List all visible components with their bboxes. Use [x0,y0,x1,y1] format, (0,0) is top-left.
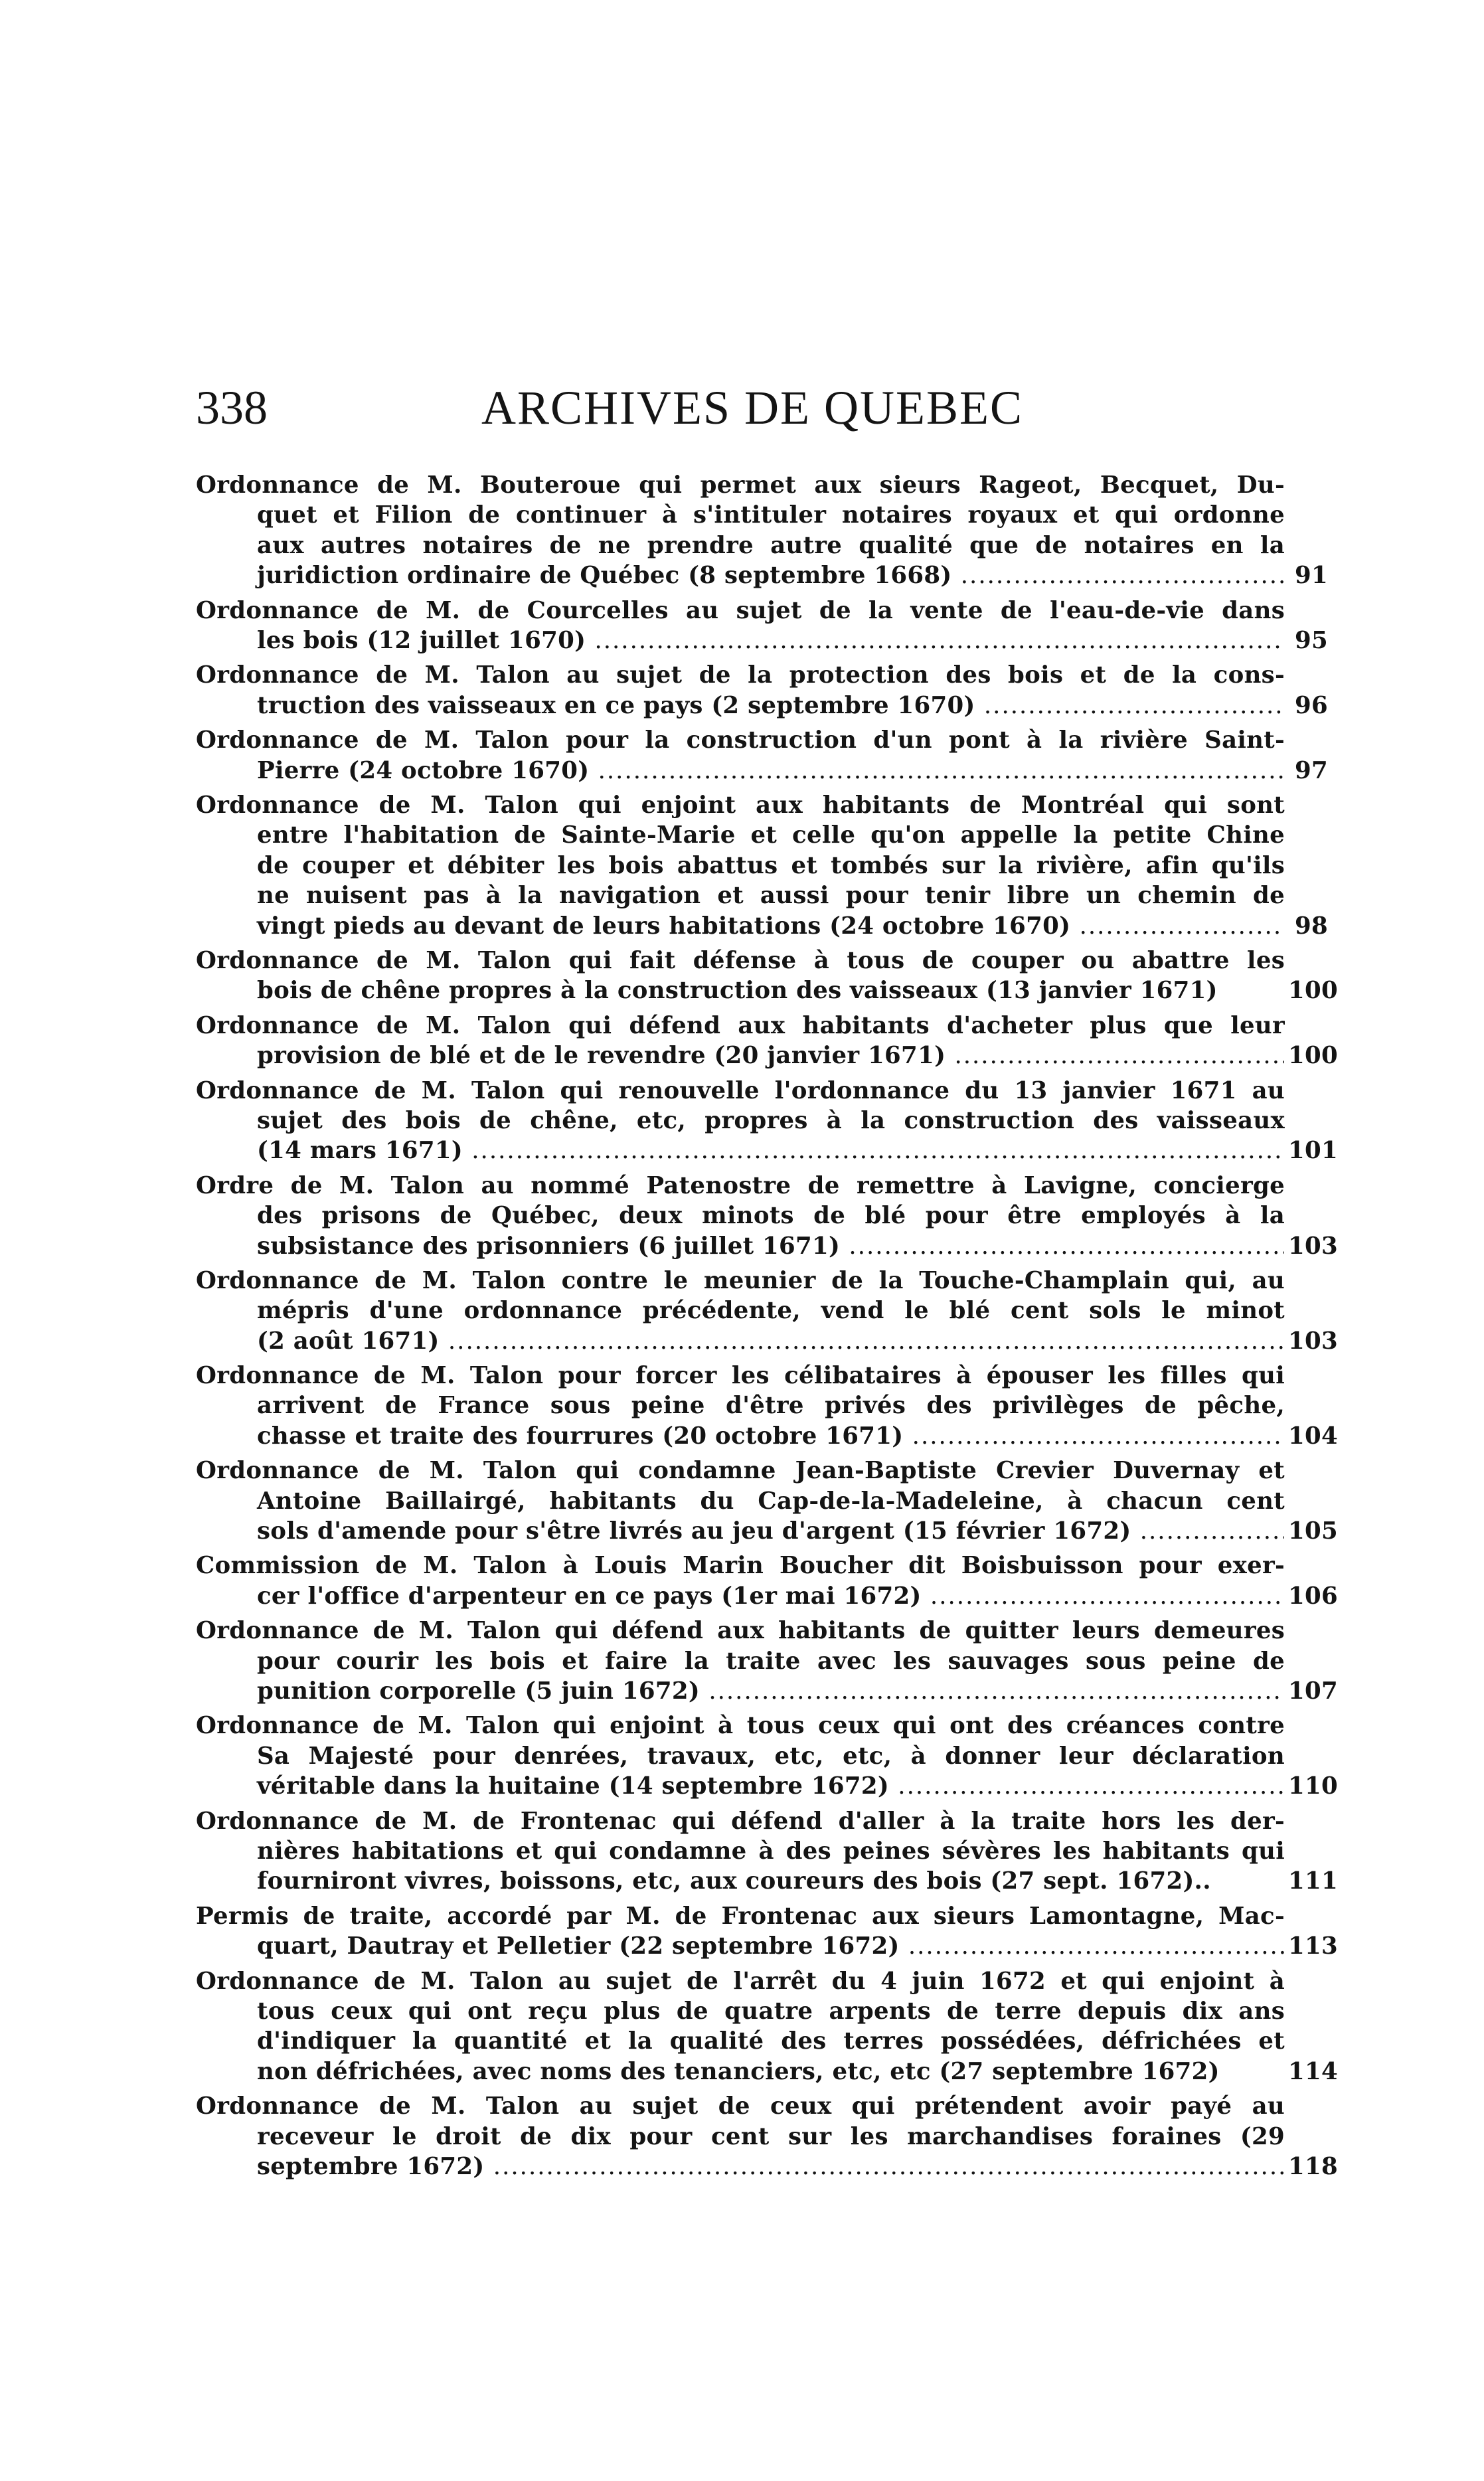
toc-entry-text: sujet des bois de chêne, etc, propres à la construction des vaisseaux [257,1106,1285,1134]
toc-entry [196,1361,1339,1451]
toc-entry-text: punition corporelle (5 juin 1672) ..... [257,1677,1285,1705]
running-header [196,381,1295,434]
toc-entry-last-line [196,1231,1285,1261]
toc-entry-last-line [196,691,1285,721]
toc-entry-text: Commission de M. Talon à Louis Marin Boucher dit Boisbuisson pour exer- [196,1552,1285,1580]
toc-entry-text: Ordonnance de M. Talon au sujet de ceux qui prétendent avoir payé au [196,2093,1285,2120]
toc-entry-line [196,1201,1285,1231]
toc-entry [196,596,1328,656]
toc-entry-page-number: 97 [1284,756,1328,786]
toc-entry [196,1266,1339,1356]
toc-entry-line [196,1836,1285,1866]
toc-entry-last-line [196,1931,1285,1961]
toc-entry-page-number: 103 [1284,1326,1328,1356]
toc-entry-last-line [196,2152,1285,2182]
toc-entry-line [196,1806,1285,1836]
toc-entry-text: Permis de traite, accordé par M. de Frontenac aux sieurs Lamontagne, Mac- [196,1902,1285,1930]
toc-entry-text: truction des vaisseaux en ce pays (2 septembre 1670) ..... [257,692,1285,719]
toc-entry-line [196,946,1285,976]
toc-entry-page-number: 107 [1284,1676,1328,1706]
toc-entry-text: Ordonnance de M. Talon qui renouvelle l'ordonnance du 13 janvier 1671 au [196,1076,1285,1104]
toc-entry-last-line [196,626,1285,655]
toc-entry-text: Antoine Baillairgé, habitants du Cap-de-la-Madeleine, à chacun cent [257,1487,1285,1515]
toc-entry-line [196,1966,1285,1996]
toc-entry-line [196,1616,1285,1646]
toc-entry-text: arrivent de France sous peine d'être privés des privilèges de pêche, [257,1392,1285,1420]
toc-entry-last-line [196,1136,1285,1165]
toc-entry-page-number: 105 [1284,1516,1328,1546]
toc-entry-line [196,1711,1285,1741]
toc-entry-line [196,1741,1285,1771]
toc-entry-last-line [196,1866,1285,1896]
toc-entry-page-number: 100 [1284,976,1328,1005]
toc-entry-text: Ordonnance de M. Talon au sujet de l'arrêt du 4 juin 1672 et qui enjoint à [196,1967,1285,1995]
toc-entry-text: Ordonnance de M. Talon pour la construction d'un pont à la rivière Saint- [196,727,1285,754]
toc-entry-page-number: 98 [1284,911,1328,941]
toc-entry-text: sols d'amende pour s'être livrés au jeu d'argent (15 février 1672) ..... [257,1517,1285,1545]
toc-entry-line [196,725,1285,755]
toc-entry-text: juridiction ordinaire de Québec (8 septembre 1668) ..... [257,562,1285,589]
toc-entry-text: tous ceux qui ont reçu plus de quatre arpents de terre depuis dix ans [257,1998,1285,2025]
toc-entry-text: (2 août 1671) ..... [257,1327,1285,1355]
toc-entry [196,1901,1339,1962]
toc-entry-text: bois de chêne propres à la construction des vaisseaux (13 janvier 1671) [257,977,1218,1005]
toc-entry [196,790,1328,941]
toc-entry-text: non défrichées, avec noms des tenanciers, etc, etc (27 septembre 1672) [257,2057,1220,2085]
toc-entry-text: aux autres notaires de ne prendre autre qualité que de notaires en la [257,531,1285,559]
toc-entry-line [196,1456,1285,1486]
toc-entry-text: véritable dans la huitaine (14 septembre 1672) ..... [257,1772,1285,1800]
toc-entry-line [196,1106,1285,1136]
toc-entry-text: mépris d'une ordonnance précédente, vend le blé cent sols le minot [257,1297,1285,1325]
table-of-contents [196,470,1339,2182]
toc-entry [196,946,1339,1006]
toc-entry-text: les bois (12 juillet 1670) ..... [257,627,1285,654]
toc-entry-page-number: 95 [1284,626,1328,655]
toc-entry-text: entre l'habitation de Sainte-Marie et celle qu'on appelle la petite Chine [257,821,1285,849]
toc-entry-line [196,1011,1285,1041]
toc-entry-line [196,1551,1285,1581]
toc-entry-line [196,1486,1285,1516]
toc-entry-text: Ordre de M. Talon au nommé Patenostre de remettre à Lavigne, concierge [196,1171,1285,1199]
toc-entry-last-line [196,2057,1285,2087]
toc-entry-text: nières habitations et qui condamne à des peines sévères les habitants qui [257,1838,1285,1865]
toc-entry-page-number: 101 [1284,1136,1328,1165]
toc-entry-text: Ordonnance de M. Talon au sujet de la protection des bois et de la cons- [196,661,1285,689]
toc-entry-last-line [196,756,1285,786]
toc-entry-text: Ordonnance de M. de Frontenac qui défend d'aller à la traite hors les der- [196,1807,1285,1835]
toc-entry-last-line [196,1676,1285,1706]
toc-entry-line [196,851,1285,881]
toc-entry-last-line [196,911,1285,941]
toc-entry-text: ne nuisent pas à la navigation et aussi pour tenir libre un chemin de [257,882,1285,910]
toc-entry-text: pour courir les bois et faire la traite avec les sauvages sous peine de [257,1647,1285,1675]
toc-entry [196,1456,1339,1546]
toc-entry-text: Ordonnance de M. Talon qui condamne Jean-Baptiste Crevier Duvernay et [196,1457,1285,1485]
toc-entry-text: de couper et débiter les bois abattus et tombés sur la rivière, afin qu'ils [257,851,1285,879]
toc-entry-last-line [196,1516,1285,1546]
toc-entry [196,1966,1339,2087]
toc-entry-last-line [196,560,1285,590]
toc-entry-text: quet et Filion de continuer à s'intituler notaires royaux et qui ordonne [257,501,1285,529]
toc-entry-text: Ordonnance de M. Talon qui fait défense à tous de couper ou abattre les [196,946,1285,974]
toc-entry-line [196,881,1285,910]
toc-entry-page-number: 111 [1284,1866,1328,1896]
toc-entry [196,470,1328,591]
toc-entry-page-number: 104 [1284,1421,1328,1451]
toc-entry-line [196,1076,1285,1106]
toc-entry-last-line [196,1326,1285,1356]
toc-entry [196,1616,1339,1706]
toc-entry-page-number: 100 [1284,1041,1328,1070]
toc-entry-text: des prisons de Québec, deux minots de blé pour être employés à la [257,1202,1285,1230]
toc-entry-text: Ordonnance de M. Talon qui défend aux habitants d'acheter plus que leur [196,1011,1285,1039]
toc-entry-page-number: 96 [1284,691,1328,721]
running-title: ARCHIVES DE QUEBEC [481,381,1024,434]
toc-entry-line [196,790,1285,820]
toc-entry-page-number: 113 [1284,1931,1328,1961]
toc-entry-text: Ordonnance de M. Bouteroue qui permet aux sieurs Rageot, Becquet, Du- [196,471,1285,499]
toc-entry-text: chasse et traite des fourrures (20 octobre 1671) ..... [257,1422,1285,1450]
toc-entry-line [196,1266,1285,1296]
toc-entry [196,1806,1339,1897]
toc-entry-line [196,470,1285,500]
toc-entry [196,1551,1339,1611]
toc-entry-text: Ordonnance de M. Talon pour forcer les célibataires à épouser les filles qui [196,1362,1285,1390]
toc-entry-line [196,2026,1285,2056]
toc-entry [196,1011,1339,1071]
toc-entry-line [196,820,1285,850]
toc-entry-page-number: 118 [1284,2152,1328,2182]
toc-entry-text: quart, Dautray et Pelletier (22 septembre 1672) ..... [257,1932,1285,1960]
toc-entry-page-number: 114 [1284,2057,1328,2087]
toc-entry-last-line [196,1041,1285,1070]
toc-entry-last-line [196,976,1285,1005]
toc-entry-text: receveur le droit de dix pour cent sur les marchandises foraines (29 [257,2122,1285,2150]
toc-entry-text: Ordonnance de M. Talon qui défend aux habitants de quitter leurs demeures [196,1617,1285,1645]
toc-entry [196,725,1328,786]
toc-entry-text: d'indiquer la quantité et la qualité des terres possédées, défrichées et [257,2027,1285,2055]
toc-entry-text: Ordonnance de M. Talon contre le meunier de la Touche-Champlain qui, au [196,1266,1285,1294]
toc-entry [196,2091,1339,2182]
toc-entry-text: Ordonnance de M. de Courcelles au sujet de la vente de l'eau-de-vie dans [196,596,1285,624]
toc-entry-text: Pierre (24 octobre 1670) ..... [257,757,1285,784]
toc-entry-line [196,660,1285,690]
toc-entry [196,1711,1339,1801]
toc-entry [196,660,1328,721]
toc-entry-text: provision de blé et de le revendre (20 janvier 1671) ..... [257,1042,1285,1069]
toc-entry-line [196,1901,1285,1931]
toc-entry-line [196,2091,1285,2121]
toc-entry-line [196,500,1285,530]
toc-entry-text: Sa Majesté pour denrées, travaux, etc, etc, à donner leur déclaration [257,1742,1285,1770]
toc-entry [196,1076,1339,1166]
toc-entry-line [196,1296,1285,1326]
toc-entry-text: (14 mars 1671) ..... [257,1137,1285,1164]
toc-entry-page-number: 91 [1284,560,1328,590]
toc-entry-last-line [196,1581,1285,1611]
toc-entry-text: septembre 1672) ..... [257,2153,1285,2180]
toc-entry-text: subsistance des prisonniers (6 juillet 1671) ..... [257,1233,1285,1260]
toc-entry [196,1171,1339,1261]
toc-entry-text: cer l'office d'arpenteur en ce pays (1er mai 1672) ..... [257,1583,1285,1610]
toc-entry-line [196,2122,1285,2152]
toc-entry-line [196,596,1285,626]
toc-entry-page-number: 106 [1284,1581,1328,1611]
toc-entry-text: vingt pieds au devant de leurs habitations (24 octobre 1670) ..... [257,912,1285,940]
page-number: 338 [196,381,268,434]
toc-entry-page-number: 103 [1284,1231,1328,1261]
toc-entry-last-line [196,1771,1285,1801]
toc-entry-line [196,531,1285,560]
toc-entry-line [196,1361,1285,1391]
toc-entry-line [196,1646,1285,1676]
toc-entry-line [196,1996,1285,2026]
toc-entry-text: fourniront vivres, boissons, etc, aux coureurs des bois (27 sept. 1672).. [257,1867,1211,1895]
toc-entry-line [196,1171,1285,1201]
toc-entry-last-line [196,1421,1285,1451]
toc-entry-line [196,1391,1285,1420]
toc-entry-text: Ordonnance de M. Talon qui enjoint à tous ceux qui ont des créances contre [196,1712,1285,1740]
toc-entry-text: Ordonnance de M. Talon qui enjoint aux habitants de Montréal qui sont [196,791,1285,819]
toc-entry-page-number: 110 [1284,1771,1328,1801]
